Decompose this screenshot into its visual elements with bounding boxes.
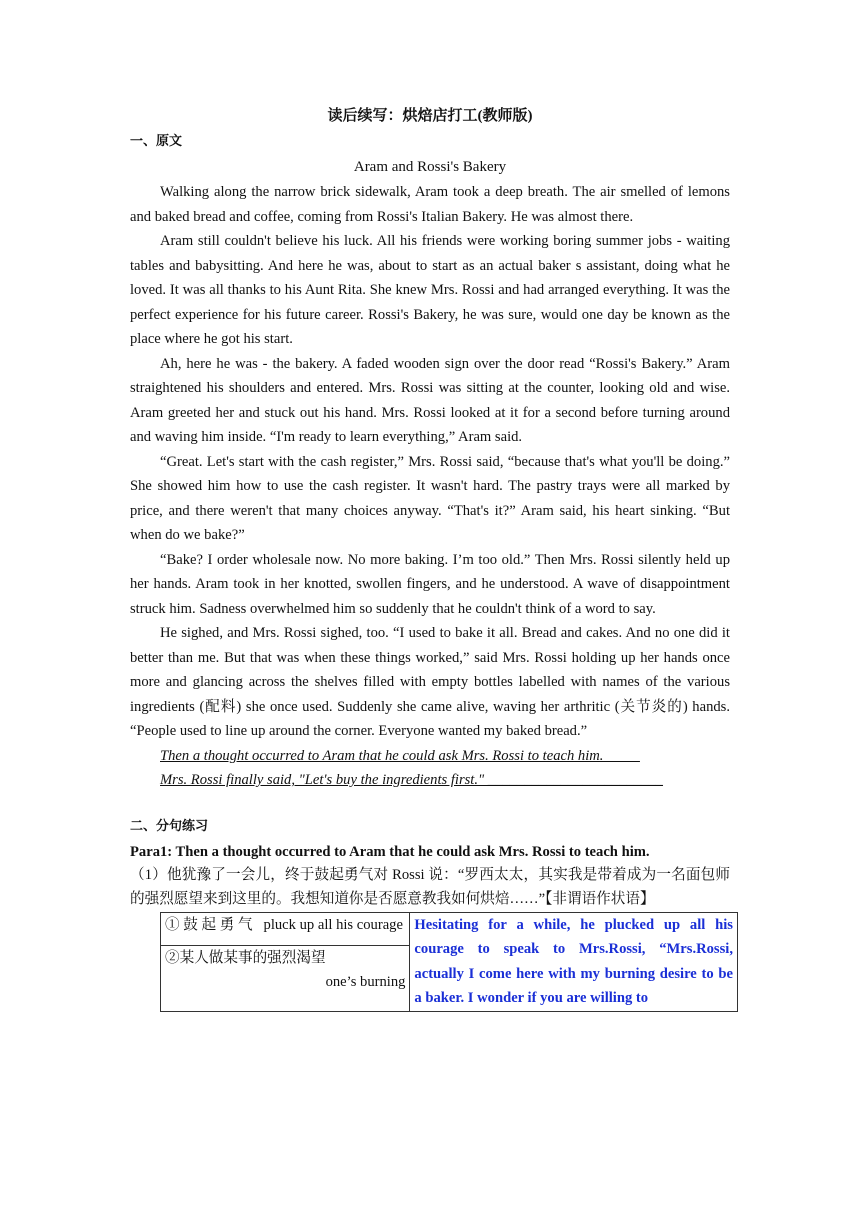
answer-cell: Hesitating for a while, he plucked up all his courage to speak to Mrs.Rossi, “Mrs.Rossi, actually I come here with my burning desire to be a baker. I wonder if you are willing to [410, 912, 738, 1011]
phrase-answer-table [160, 912, 738, 1012]
story-paragraph: Ah, here he was - the bakery. A faded wooden sign over the door read “Rossi's Bakery.” Aram straightened his shoulders and entered. Mrs. Rossi was sitting at the counter, looking old and wise. Aram greeted her and stuck out his hand. Mrs. Rossi looked at it for a second before turning around and waving him inside. “I'm ready to learn everything,” Aram said. [130, 355, 730, 445]
para1-heading: Para1: Then a thought occurred to Aram that he could ask Mrs. Rossi to teach him. [130, 843, 650, 860]
spacer [130, 793, 730, 817]
document-title: 读后续写：烘焙店打工(教师版) [327, 108, 533, 124]
phrase-1-chinese: ① 鼓 起 勇 气 [165, 916, 253, 933]
story-paragraph: Walking along the narrow brick sidewalk, Aram took a deep breath. The air smelled of lemons and baked bread and coffee, coming from Rossi's Italian Bakery. He was almost there. [130, 184, 730, 225]
document-page [130, 106, 733, 1012]
phrase-1-english: pluck up all his courage [263, 916, 403, 933]
story-paragraph: “Great. Let's start with the cash register,” Mrs. Rossi said, “because that's what you'll be doing.” She showed him how to use the cash register. It wasn't hard. The pastry trays were all marked by price, and there weren't that many choices anyway. “That's it?” Aram said, his heart sinking. “But when do we bake?” [130, 453, 730, 543]
phrase-cell-2 [161, 945, 410, 1011]
section-heading-sentence-practice: 二、分句练习 [130, 818, 209, 834]
continuation-prompt-2: Mrs. Rossi finally said, "Let's buy the ingredients first." ________________________ [160, 772, 663, 788]
phrase-2-english: one’s burning [325, 974, 406, 991]
phrase-2-chinese: ②某人做某事的强烈渴望 [165, 949, 326, 966]
continuation-prompt-1: Then a thought occurred to Aram that he could ask Mrs. Rossi to teach him. [160, 747, 640, 764]
section-heading-original-text: 一、原文 [130, 134, 183, 149]
story-paragraph: Aram still couldn't believe his luck. All his friends were working boring summer jobs - waiting tables and babysitting. And here he was, about to start as an actual baker s assistant, doing what he loved. It was all thanks to his Aunt Rita. She knew Mrs. Rossi and had arranged everything. It was the perfect experience for his future career. Rossi's Bakery, he was sure, would one day be known as the place where he got his start. [130, 233, 730, 347]
task-1-instruction: （1）他犹豫了一会儿，终于鼓起勇气对 Rossi 说：“罗西太太，其实我是带着成为一名面包师的强烈愿望来到这里的。我想知道你是否愿意教我如何烘焙……”【非谓语作状语】 [130, 866, 730, 907]
story-title: Aram and Rossi's Bakery [353, 159, 507, 175]
story-paragraph: “Bake? I order wholesale now. No more baking. I’m too old.” Then Mrs. Rossi silently held up her hands. Aram took in her knotted, swollen fingers, and he understood. A wave of disappointment struck him. Sadness overwhelmed him so suddenly that he couldn't think of a word to say. [130, 551, 730, 617]
story-paragraph: He sighed, and Mrs. Rossi sighed, too. “I used to bake it all. Bread and cakes. And no one did it better than me. But that was when these things worked,” said Mrs. Rossi holding up her hands once more and glancing across the shelves filled with empty bottles labelled with names of the various ingredients (配料) she once used. Suddenly she came alive, waving her arthritic (关节炎的) hands. “People used to line up around the corner. Everyone wanted my baked bread.” [130, 625, 730, 739]
phrase-cell-1 [161, 912, 410, 945]
